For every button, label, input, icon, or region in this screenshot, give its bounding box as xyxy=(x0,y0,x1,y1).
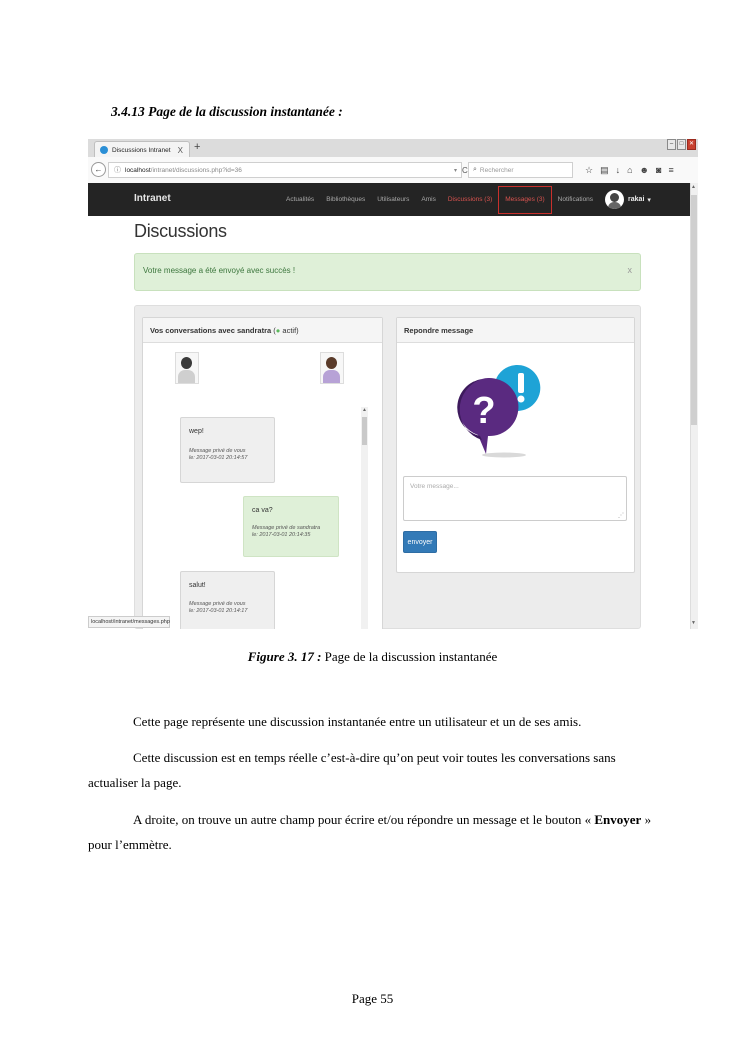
toolbar-icons xyxy=(585,165,674,176)
tab-bar xyxy=(88,139,698,157)
navigation-toolbar xyxy=(88,157,698,184)
page-number: Page 55 xyxy=(351,991,394,1006)
figure-label: Figure 3. 17 : xyxy=(247,649,322,664)
svg-text:?: ? xyxy=(472,390,496,432)
scroll-up-icon[interactable]: ▲ xyxy=(691,184,696,190)
contact-status: actif xyxy=(282,326,297,335)
tab-title: Discussions Intranet xyxy=(112,146,171,154)
paragraph-2: Cette discussion est en temps réelle c’est-à-dire qu’on peut voir toutes les conversations sans actualiser la page. xyxy=(88,750,616,790)
message-meta: Message privé de vous xyxy=(189,601,246,607)
home-icon[interactable]: ⌂ xyxy=(627,165,633,175)
minimize-icon[interactable]: – xyxy=(667,139,676,150)
url-text xyxy=(125,167,454,174)
message-bubble xyxy=(180,571,275,629)
nav-utilisateurs[interactable]: Utilisateurs xyxy=(377,196,410,203)
message-scrollbar[interactable] xyxy=(361,407,368,629)
download-icon[interactable]: ↓ xyxy=(615,165,621,175)
figure-text: Page de la discussion instantanée xyxy=(321,649,498,664)
question-exclamation-icon xyxy=(446,353,556,461)
page-title: Discussions xyxy=(134,221,227,241)
window-close-icon[interactable]: ✕ xyxy=(687,139,696,150)
reply-panel-header xyxy=(397,318,634,343)
url-host: localhost xyxy=(125,166,151,174)
scroll-down-icon[interactable]: ▼ xyxy=(691,620,696,626)
message-text: wep! xyxy=(189,428,204,435)
pocket-icon[interactable]: ◙ xyxy=(656,165,662,175)
search-placeholder: Rechercher xyxy=(479,166,514,174)
search-box[interactable] xyxy=(468,162,573,178)
back-arrow-icon[interactable]: ← xyxy=(91,162,106,177)
smiley-icon[interactable]: ☻ xyxy=(639,165,650,175)
search-icon: ⌕ xyxy=(473,166,477,173)
browser-screenshot xyxy=(88,139,698,629)
reload-icon[interactable]: C xyxy=(462,166,468,175)
site-icon xyxy=(100,146,108,154)
paragraph-3: A droite, on trouve un autre champ pour écrire et/ou répondre un message et le bouton « Envoyer » pour l’emmètre. xyxy=(88,812,652,852)
reply-panel-title: Repondre message xyxy=(404,326,474,335)
message-text: salut! xyxy=(189,582,206,589)
status-bar-url: localhost/intranet/messages.php xyxy=(88,616,170,628)
message-date: le: 2017-03-01 20:14:17 xyxy=(189,608,248,614)
message-bubble xyxy=(180,417,275,483)
username-label[interactable]: rakai xyxy=(628,196,645,203)
nav-menu xyxy=(280,183,651,216)
address-bar[interactable] xyxy=(108,162,462,178)
url-path: /intranet/discussions.php?id=36 xyxy=(150,166,242,174)
contact-name[interactable]: sandratra xyxy=(237,326,272,335)
message-scroll-thumb[interactable] xyxy=(362,417,367,445)
section-heading: 3.4.13 Page de la discussion instantanée : xyxy=(111,104,343,119)
page-scroll-thumb[interactable] xyxy=(691,195,697,425)
nav-actualites[interactable]: Actualités xyxy=(286,196,315,203)
success-alert xyxy=(134,253,641,291)
message-date: le: 2017-03-01 20:14:35 xyxy=(252,532,311,538)
conversation-panel-header xyxy=(143,318,382,343)
conversation-title: Vos conversations avec sandratra (● actif) xyxy=(150,326,299,335)
nav-messages[interactable]: Messages (3) xyxy=(498,186,551,214)
message-bubble xyxy=(243,496,339,557)
info-icon[interactable]: ⓘ xyxy=(114,167,121,174)
window-controls xyxy=(667,139,696,150)
user-avatar[interactable] xyxy=(605,190,624,209)
send-button[interactable]: envoyer xyxy=(403,531,437,553)
my-avatar xyxy=(175,352,199,384)
textarea-placeholder: Votre message... xyxy=(410,483,459,490)
maximize-icon[interactable]: □ xyxy=(677,139,686,150)
message-date: le: 2017-03-01 20:14:57 xyxy=(189,455,248,461)
menu-icon[interactable]: ≡ xyxy=(668,165,674,175)
message-list[interactable] xyxy=(156,407,368,629)
paragraph-1: Cette page représente une discussion instantanée entre un utilisateur et un de ses amis. xyxy=(133,714,582,729)
browser-tab[interactable] xyxy=(94,141,190,158)
message-meta: Message privé de sandratra xyxy=(252,525,321,531)
nav-discussions[interactable]: Discussions (3) xyxy=(447,196,493,203)
bookmark-star-icon[interactable]: ☆ xyxy=(585,165,594,175)
user-caret-icon[interactable]: ▾ xyxy=(647,196,651,204)
online-dot-icon: ● xyxy=(275,326,281,335)
alert-close-icon[interactable]: x xyxy=(627,265,632,275)
message-textarea[interactable] xyxy=(403,476,627,521)
new-tab-button[interactable]: + xyxy=(194,141,201,153)
resize-grip-icon[interactable]: ⋰ xyxy=(618,513,624,519)
url-dropdown-icon[interactable]: ▾ xyxy=(453,167,457,174)
nav-amis[interactable]: Amis xyxy=(421,196,436,203)
brand-link[interactable]: Intranet xyxy=(134,193,171,204)
figure-caption xyxy=(0,649,745,665)
site-navbar xyxy=(88,183,690,216)
nav-bibliotheques[interactable]: Bibliothèques xyxy=(326,196,366,203)
reading-list-icon[interactable]: ▤ xyxy=(600,165,609,175)
contact-avatar xyxy=(320,352,344,384)
tab-close-icon[interactable]: X xyxy=(177,145,183,155)
nav-notifications[interactable]: Notifications xyxy=(557,196,594,203)
message-meta: Message privé de vous xyxy=(189,448,246,454)
message-scroll-up-icon[interactable]: ▲ xyxy=(362,407,367,413)
message-text: ca va? xyxy=(252,507,273,514)
bold-envoyer: Envoyer xyxy=(594,812,642,827)
alert-message: Votre message a été envoyé avec succès ! xyxy=(143,266,296,275)
